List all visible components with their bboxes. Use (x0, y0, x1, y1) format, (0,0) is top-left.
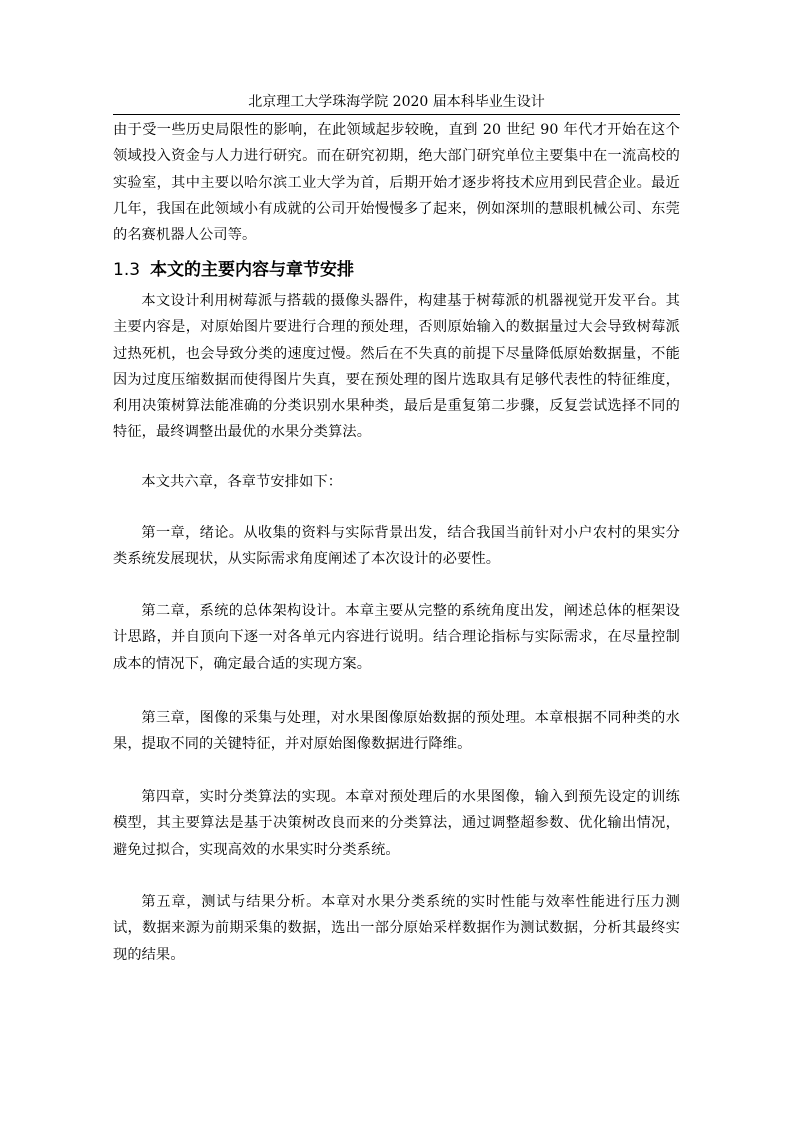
section-heading (113, 258, 680, 282)
section-number: 1.3 (113, 260, 141, 280)
running-header: 北京理工大学珠海学院 2020 届本科毕业生设计 (248, 94, 545, 110)
section-title: 本文的主要内容与章节安排 (150, 260, 355, 280)
paragraph-chapter-overview: 本文共六章，各章节安排如下： (141, 474, 343, 490)
paragraph-chapter-5: 第五章，测试与结果分析。本章对水果分类系统的实时性能与效率性能进行压力测试，数据来源为前期采集的数据，选出一部分原始采样数据作为测试数据，分析其最终实现的结果。 (113, 894, 680, 963)
paragraph-chapter-4: 第四章，实时分类算法的实现。本章对预处理后的水果图像，输入到预先设定的训练模型，其主要算法是基于决策树改良而来的分类算法，通过调整超参数、优化输出情况，避免过拟合，实现高效的水果实时分类系统。 (113, 789, 680, 858)
paragraph-chapter-3: 第三章，图像的采集与处理，对水果图像原始数据的预处理。本章根据不同种类的水果，提取不同的关键特征，并对原始图像数据进行降维。 (113, 710, 680, 753)
header-rule (113, 114, 680, 115)
paragraph-chapter-1: 第一章，绪论。从收集的资料与实际背景出发，结合我国当前针对小户农村的果实分类系统发展现状，从实际需求角度阐述了本次设计的必要性。 (113, 525, 680, 568)
paragraph-intro-continuation: 由于受一些历史局限性的影响，在此领域起步较晚，直到 20 世纪 90 年代才开始在这个领域投入资金与人力进行研究。而在研究初期，绝大部门研究单位主要集中在一流高校的实验室，其中主要以哈尔滨工业大学为首，后期开始才逐步将技术应用到民营企业。最近几年，我国在此领域小有成就的公司开始慢慢多了起来，例如深圳的慧眼机械公司、东莞的名赛机器人公司等。 (113, 122, 680, 244)
paragraph-chapter-2: 第二章，系统的总体架构设计。本章主要从完整的系统角度出发，阐述总体的框架设计思路，并自顶向下逐一对各单元内容进行说明。结合理论指标与实际需求，在尽量控制成本的情况下，确定最合适的实现方案。 (113, 603, 680, 672)
paragraph-main-content: 本文设计利用树莓派与搭载的摄像头器件，构建基于树莓派的机器视觉开发平台。其主要内容是，对原始图片要进行合理的预处理，否则原始输入的数据量过大会导致树莓派过热死机，也会导致分类的速度过慢。然后在不失真的前提下尽量降低原始数据量，不能因为过度压缩数据而使得图片失真，要在预处理的图片选取具有足够代表性的特征维度，利用决策树算法能准确的分类识别水果种类，最后是重复第二步骤，反复尝试选择不同的特征，最终调整出最优的水果分类算法。 (113, 293, 680, 441)
